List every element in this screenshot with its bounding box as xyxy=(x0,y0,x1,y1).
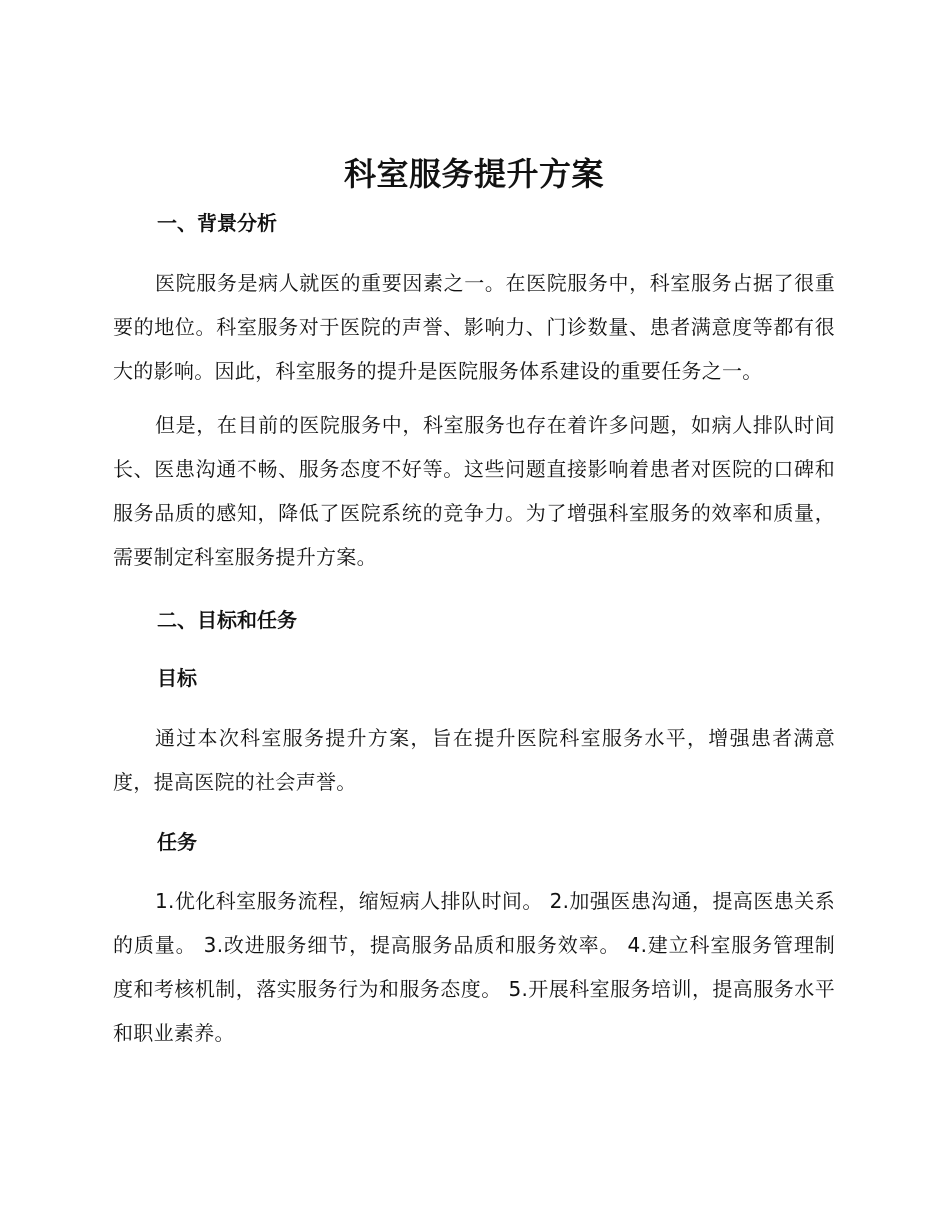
background-paragraph-1: 医院服务是病人就医的重要因素之一。在医院服务中，科室服务占据了很重要的地位。科室服务对于医院的声誉、影响力、门诊数量、患者满意度等都有很大的影响。因此，科室服务的提升是医院服务体系建设的重要任务之一。 xyxy=(113,271,835,383)
section-heading-goals-tasks: 二、目标和任务 xyxy=(157,608,297,632)
document-body xyxy=(113,150,835,1055)
background-paragraph-2: 但是，在目前的医院服务中，科室服务也存在着许多问题，如病人排队时间长、医患沟通不畅、服务态度不好等。这些问题直接影响着患者对医院的口碑和服务品质的感知，降低了医院系统的竞争力。为了增强科室服务的效率和质量，需要制定科室服务提升方案。 xyxy=(113,413,835,569)
subheading-goal: 目标 xyxy=(157,666,197,690)
document-title: 科室服务提升方案 xyxy=(343,155,604,193)
subheading-tasks: 任务 xyxy=(157,830,197,854)
section-heading-background: 一、背景分析 xyxy=(157,211,277,235)
goal-paragraph: 通过本次科室服务提升方案，旨在提升医院科室服务水平，增强患者满意度，提高医院的社会声誉。 xyxy=(113,726,835,794)
tasks-paragraph: 1.优化科室服务流程，缩短病人排队时间。 2.加强医患沟通，提高医患关系的质量。 3.改进服务细节，提高服务品质和服务效率。 4.建立科室服务管理制度和考核机制，落实服务行为和服务态度。 5.开展科室服务培训，提高服务水平和职业素养。 xyxy=(113,889,835,1045)
